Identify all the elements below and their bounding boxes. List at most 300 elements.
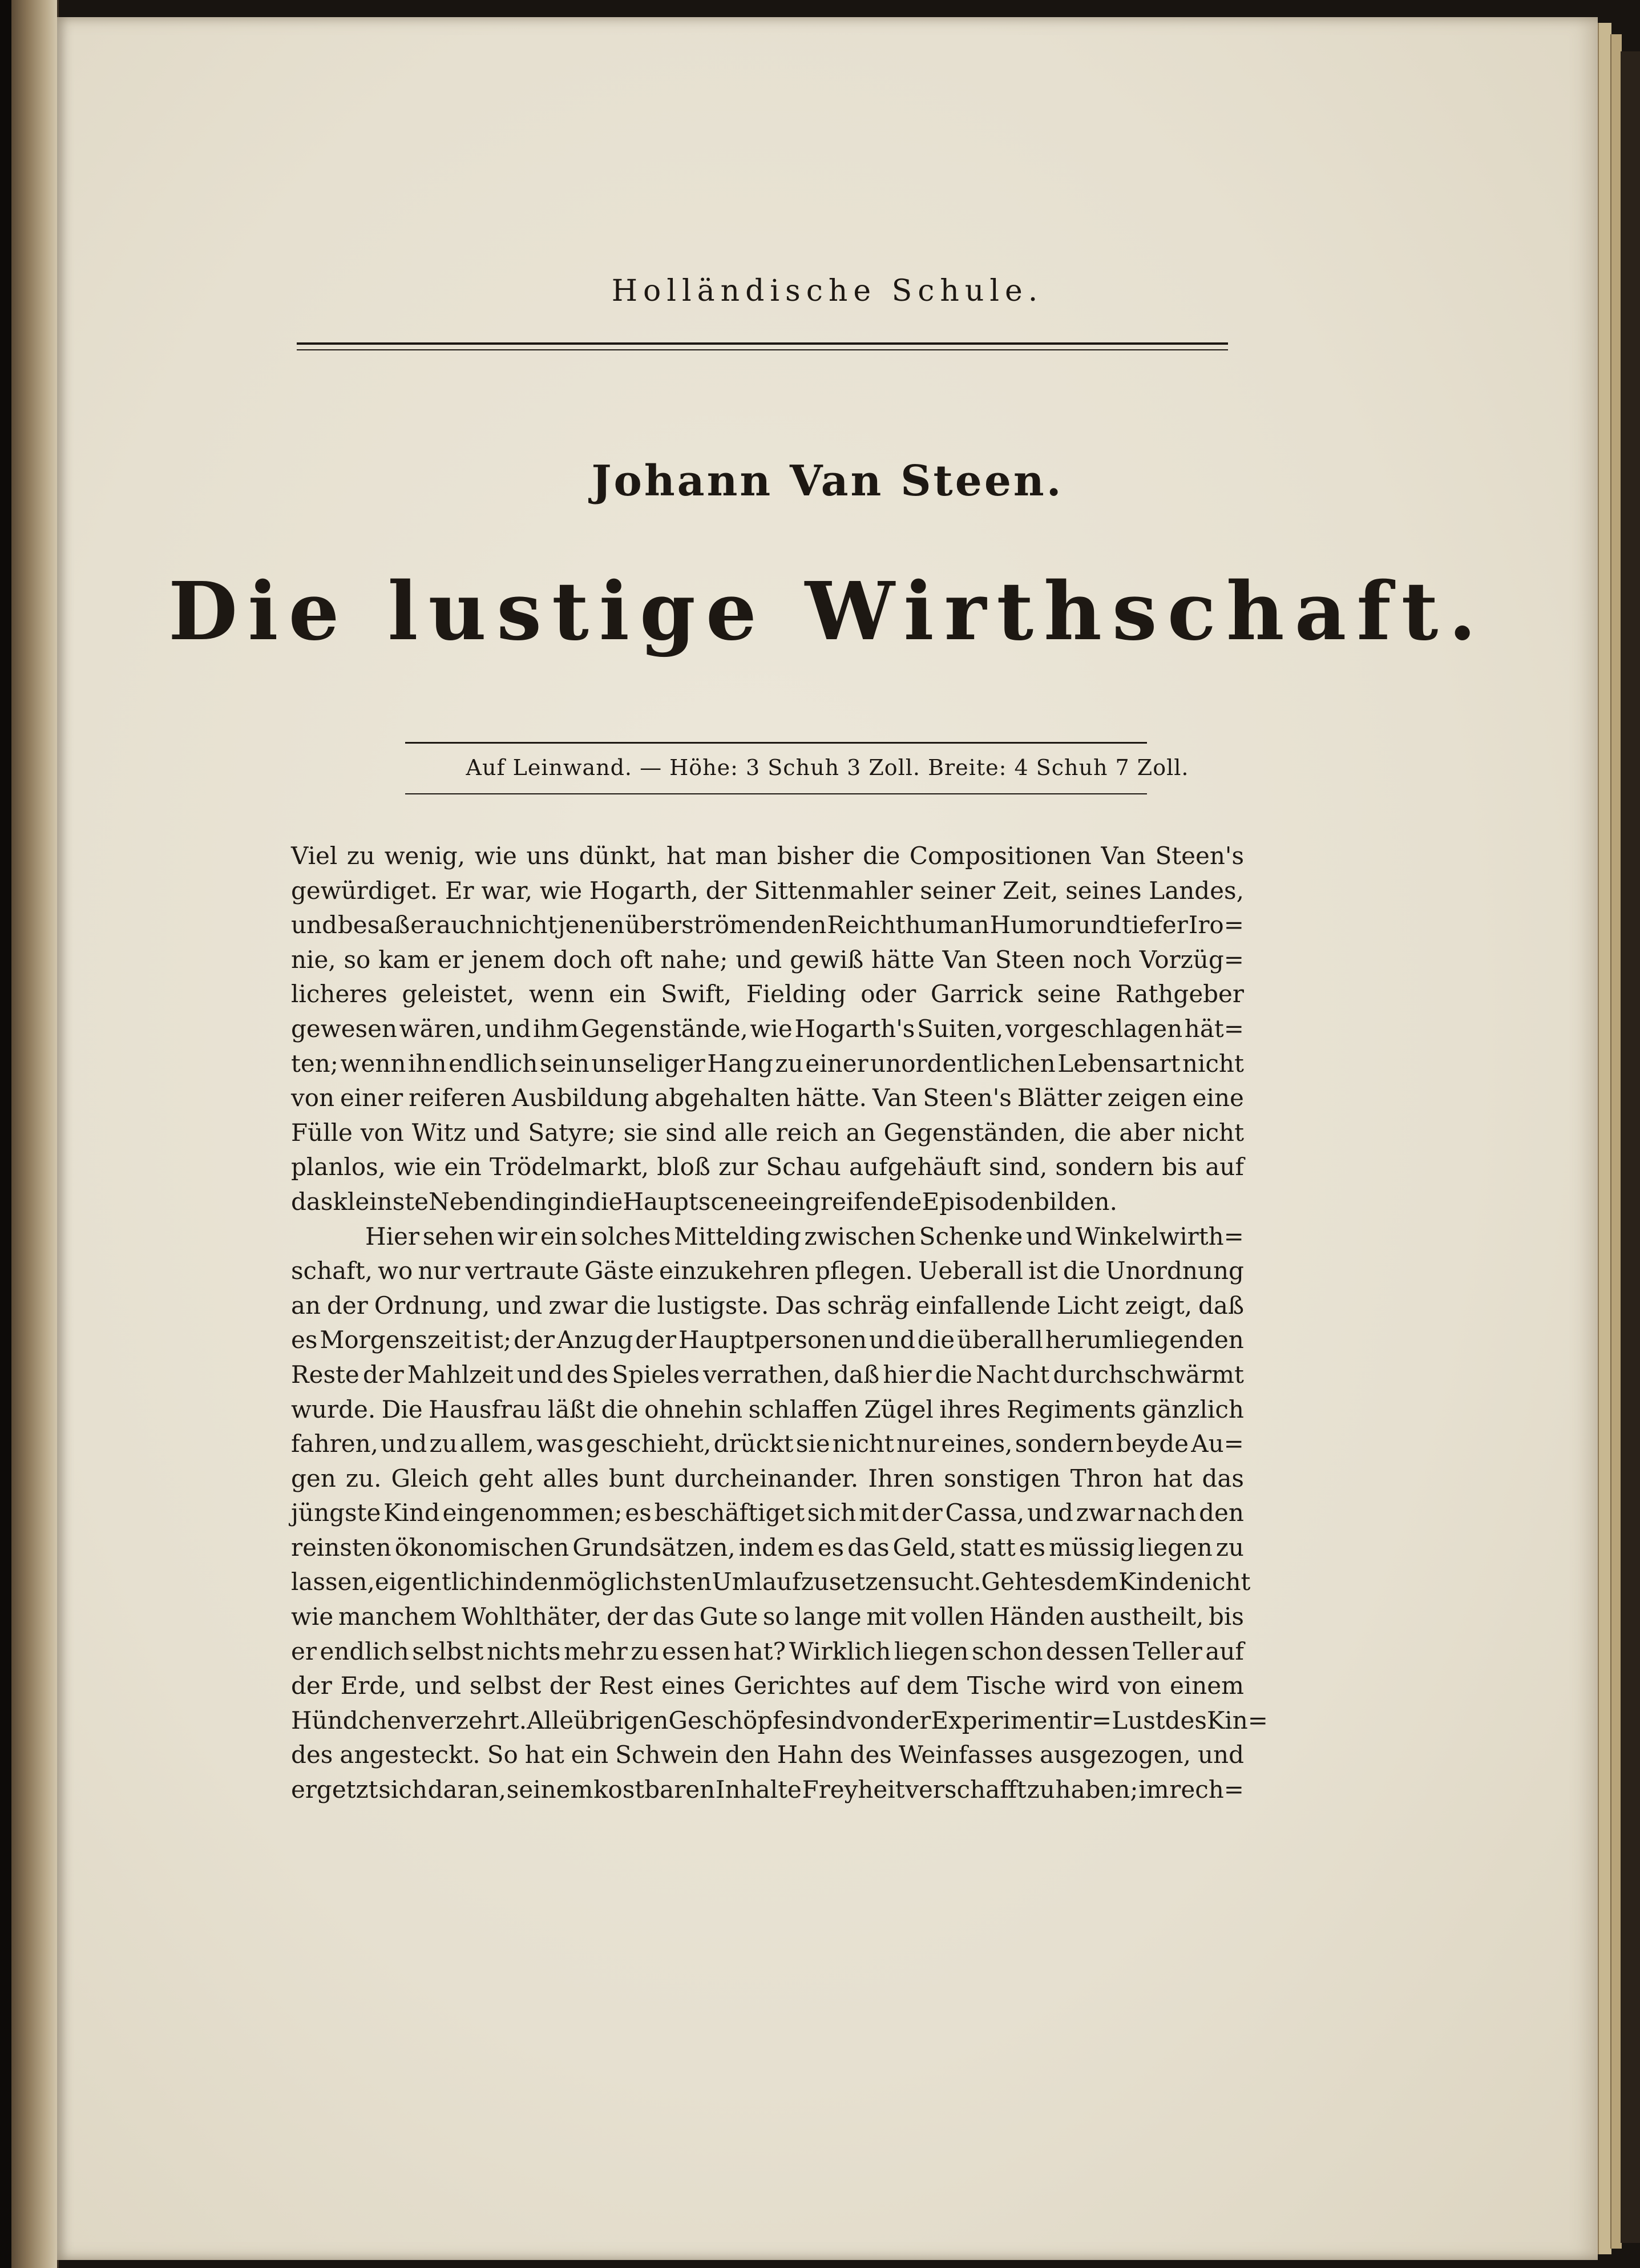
word: vorgeschlagen <box>1005 1014 1183 1043</box>
word: Mahlzeit <box>407 1360 514 1389</box>
word: Hang <box>707 1049 773 1077</box>
book-page <box>57 17 1598 2260</box>
word: er <box>438 945 464 974</box>
word: essen <box>662 1637 730 1665</box>
word: und <box>484 1014 531 1043</box>
word: Das <box>775 1291 821 1319</box>
word: und <box>1075 911 1122 939</box>
word: und <box>291 911 337 939</box>
word: Trödelmarkt, <box>489 1153 649 1181</box>
word: nicht <box>832 1430 894 1458</box>
word: daran, <box>427 1775 507 1804</box>
word: sucht. <box>907 1568 981 1596</box>
word: kleinste <box>333 1187 429 1216</box>
spec-rule-bottom <box>405 793 1147 794</box>
word: es <box>817 1533 845 1561</box>
word: austheilt, <box>1089 1603 1204 1631</box>
word: überall <box>957 1326 1043 1354</box>
word: dem <box>906 1672 959 1700</box>
word: mit <box>866 1603 907 1631</box>
artwork-title: Die lustige Wirthschaft. <box>168 565 1487 659</box>
scan-background <box>0 0 11 2268</box>
word: die <box>601 1395 639 1423</box>
word: unordentlichen <box>870 1049 1056 1077</box>
word: ist <box>1028 1257 1058 1285</box>
text-line <box>291 1047 1244 1081</box>
word: Freyheit <box>802 1775 905 1804</box>
word: statt <box>960 1533 1016 1561</box>
word: die <box>935 1360 972 1389</box>
text-line <box>291 908 1244 943</box>
text-line <box>291 1150 1244 1185</box>
word: uns <box>526 842 570 870</box>
word: wird <box>1055 1672 1110 1700</box>
word: es <box>291 1326 318 1354</box>
word: und <box>1025 1222 1072 1250</box>
word: Anzug <box>556 1326 633 1354</box>
word: Umlauf <box>712 1568 801 1596</box>
word: liegen <box>894 1637 969 1665</box>
text-line <box>291 1323 1244 1358</box>
word: Schwein <box>615 1741 718 1769</box>
word: an <box>291 1291 321 1319</box>
word: zu <box>346 842 375 870</box>
word: nicht <box>1189 1568 1251 1596</box>
word: oft <box>619 945 653 974</box>
word: gen <box>291 1464 336 1492</box>
word: einzukehren <box>659 1257 810 1285</box>
word: die <box>917 1326 955 1354</box>
text-line <box>291 1220 1244 1254</box>
word: Winkelwirth= <box>1075 1222 1244 1250</box>
previous-page-edge <box>11 0 59 2268</box>
word: dessen <box>1046 1637 1130 1665</box>
word: Gute <box>699 1603 758 1631</box>
word: Regiments <box>1006 1395 1136 1423</box>
word: ihn <box>408 1049 447 1077</box>
word: Compositionen <box>909 842 1092 870</box>
word: so <box>344 945 371 974</box>
word: Schau <box>766 1153 841 1181</box>
word: Reichthum <box>827 911 959 939</box>
word: aber <box>1119 1118 1175 1147</box>
word: ein <box>571 1741 609 1769</box>
word: und <box>1027 1499 1073 1527</box>
word: nach <box>1137 1499 1197 1527</box>
word: seinem <box>506 1775 593 1804</box>
word: eigentlich <box>374 1568 496 1596</box>
word: in <box>495 1568 519 1596</box>
word: vollen <box>911 1603 984 1631</box>
word: und <box>516 1360 563 1389</box>
scan-background-right <box>1621 51 1640 2243</box>
word: oder <box>861 980 916 1008</box>
word: eines, <box>941 1430 1013 1458</box>
word: und <box>1198 1741 1244 1769</box>
word: Fielding <box>746 980 846 1008</box>
word: hätte. <box>795 1084 867 1112</box>
word: gewesen <box>291 1014 398 1043</box>
word: hat? <box>733 1637 786 1665</box>
word: von <box>846 1706 890 1734</box>
word: Hahn <box>777 1741 843 1769</box>
text-line <box>291 1635 1244 1669</box>
word: wir <box>497 1222 538 1250</box>
text-line <box>291 1185 1244 1220</box>
word: hat <box>666 842 706 870</box>
text-line <box>291 1012 1244 1047</box>
text-line <box>291 1254 1244 1289</box>
word: drückt <box>713 1430 794 1458</box>
word: mit <box>859 1499 899 1527</box>
word: Landes, <box>1149 876 1244 905</box>
word: bisher <box>777 842 854 870</box>
word: Schenke <box>919 1222 1023 1250</box>
word: und <box>381 1430 427 1458</box>
word: ihm <box>533 1014 579 1043</box>
word: dem <box>1066 1568 1118 1596</box>
word: Tische <box>967 1672 1047 1700</box>
word: jenen <box>558 911 625 939</box>
word: schaft, <box>291 1257 373 1285</box>
word: Wohlthäter, <box>461 1603 602 1631</box>
page-stack-edge <box>1598 23 1611 2254</box>
word: auf <box>859 1672 898 1700</box>
word: und <box>496 1291 543 1319</box>
word: ein <box>444 1153 482 1181</box>
word: manchem <box>338 1603 457 1631</box>
word: einer <box>340 1084 403 1112</box>
text-line <box>291 839 1244 874</box>
word: eingenommen; <box>442 1499 623 1527</box>
word: Van <box>872 1084 918 1112</box>
word: So <box>487 1741 518 1769</box>
word: der <box>705 876 747 905</box>
word: durchschwärmt <box>1053 1360 1244 1389</box>
word: zu <box>429 1430 458 1458</box>
word: hätte <box>871 945 935 974</box>
word: wenn <box>528 980 595 1008</box>
word: an <box>846 1118 876 1147</box>
word: ihres <box>939 1395 1001 1423</box>
word: geleistet, <box>402 980 515 1008</box>
word: bis <box>1162 1153 1198 1181</box>
paragraph-2 <box>291 1220 1268 1807</box>
word: Sittenmahler <box>754 876 913 905</box>
word: Wirklich <box>789 1637 891 1665</box>
word: hat <box>1153 1464 1193 1492</box>
word: den <box>1199 1499 1244 1527</box>
word: und <box>869 1326 915 1354</box>
word: Gäste <box>584 1257 654 1285</box>
word: nie, <box>291 945 336 974</box>
word: bloß <box>657 1153 710 1181</box>
word: der <box>607 1603 648 1631</box>
word: lustigste. <box>657 1291 769 1319</box>
word: endlich <box>320 1637 409 1665</box>
word: reich <box>775 1118 838 1147</box>
word: liegen <box>1138 1533 1213 1561</box>
word: bunt <box>608 1464 665 1492</box>
word: Ordnung, <box>374 1291 490 1319</box>
word: fahren, <box>291 1430 378 1458</box>
word: Suiten, <box>916 1014 1004 1043</box>
word: nichts <box>486 1637 561 1665</box>
word: wo <box>378 1257 413 1285</box>
word: Kin= <box>1206 1706 1268 1734</box>
word: Zeit, <box>1002 876 1059 905</box>
word: an <box>959 911 989 939</box>
text-line <box>291 1738 1244 1773</box>
word: Steen <box>995 945 1065 974</box>
word: licheres <box>291 980 387 1008</box>
word: zwar <box>548 1291 608 1319</box>
word: solches <box>581 1222 671 1250</box>
word: er <box>410 911 437 939</box>
word: von <box>360 1118 404 1147</box>
word: zwar <box>1076 1499 1135 1527</box>
word: auch <box>437 911 495 939</box>
word: Vorzüg= <box>1139 945 1244 974</box>
word: Licht <box>1056 1291 1119 1319</box>
word: indem <box>738 1533 814 1561</box>
word: beyde <box>1116 1430 1189 1458</box>
word: müssig <box>1049 1533 1135 1561</box>
word: Thron <box>1070 1464 1144 1492</box>
word: verrathen, <box>703 1360 831 1389</box>
word: seiner <box>920 876 996 905</box>
word: Nacht <box>976 1360 1050 1389</box>
word: Geschöpfe <box>668 1706 796 1734</box>
word: jüngste <box>291 1499 381 1527</box>
word: Lebensart <box>1057 1049 1181 1077</box>
word: kostbaren <box>593 1775 716 1804</box>
page-content <box>57 17 1598 2260</box>
word: zur <box>718 1153 758 1181</box>
word: der <box>635 1326 677 1354</box>
word: wenn <box>340 1049 406 1077</box>
word: möglichsten <box>563 1568 712 1596</box>
word: zwischen <box>804 1222 916 1250</box>
word: unseliger <box>591 1049 705 1077</box>
word: doch <box>553 945 612 974</box>
word: Au= <box>1191 1430 1244 1458</box>
word: zeigt, <box>1125 1291 1193 1319</box>
word: nicht <box>1182 1049 1244 1077</box>
word: sie <box>795 1430 830 1458</box>
word: alles <box>543 1464 599 1492</box>
word: sind <box>665 1118 717 1147</box>
word: dünkt, <box>579 842 657 870</box>
word: Hogarth's <box>794 1014 915 1043</box>
spec-rule-top <box>405 742 1147 744</box>
word: herumliegenden <box>1045 1326 1244 1354</box>
word: Mittelding <box>673 1222 801 1250</box>
word: die <box>585 1187 623 1216</box>
word: Humor <box>989 911 1075 939</box>
word: Cassa, <box>945 1499 1025 1527</box>
word: Viel <box>291 842 338 870</box>
word: hier <box>883 1360 932 1389</box>
word: Experimentir=Lust <box>931 1706 1165 1734</box>
word: wie <box>474 842 517 870</box>
word: Garrick <box>930 980 1023 1008</box>
word: einfallende <box>915 1291 1051 1319</box>
word: ein <box>609 980 647 1008</box>
word: wenig, <box>384 842 466 870</box>
word: auf <box>1205 1637 1244 1665</box>
word: pflegen. <box>814 1257 913 1285</box>
word: sich <box>807 1499 857 1527</box>
word: übrigen <box>573 1706 669 1734</box>
word: das <box>847 1533 890 1561</box>
word: selbst <box>412 1637 484 1665</box>
word: überströmenden <box>625 911 827 939</box>
word: hät= <box>1184 1014 1244 1043</box>
school-heading: Holländische Schule. <box>611 274 1044 308</box>
word: Zügel <box>864 1395 934 1423</box>
word: des <box>291 1741 333 1769</box>
word: Hogarth, <box>589 876 699 905</box>
word: nur <box>896 1430 939 1458</box>
word: verzehrt. <box>417 1706 527 1734</box>
word: Gleich <box>391 1464 469 1492</box>
word: Teller <box>1133 1637 1202 1665</box>
word: die <box>863 842 900 870</box>
word: sondern <box>1055 1153 1154 1181</box>
word: die <box>1074 1118 1112 1147</box>
word: Witz <box>411 1118 466 1147</box>
word: und <box>474 1118 520 1147</box>
word: tiefer <box>1122 911 1188 939</box>
word: Gegenständen, <box>883 1118 1067 1147</box>
word: Episoden <box>922 1187 1035 1216</box>
text-line <box>291 1600 1244 1635</box>
word: Rathgeber <box>1115 980 1244 1008</box>
word: Inhalte <box>715 1775 802 1804</box>
word: alle <box>724 1118 768 1147</box>
word: das <box>1202 1464 1244 1492</box>
word: war, <box>481 876 533 905</box>
word: des <box>850 1741 892 1769</box>
word: rech= <box>1169 1775 1244 1804</box>
word: Ihren <box>868 1464 935 1492</box>
word: sonstigen <box>944 1464 1061 1492</box>
word: einem <box>1169 1672 1244 1700</box>
word: es <box>1019 1533 1046 1561</box>
word: auf <box>1205 1153 1244 1181</box>
word: nahe; <box>660 945 728 974</box>
word: Er <box>445 876 474 905</box>
text-line <box>291 1427 1244 1462</box>
text-line <box>291 1462 1244 1496</box>
word: sich <box>378 1775 427 1804</box>
word: Steen's <box>1155 842 1244 870</box>
word: schlaffen <box>748 1395 858 1423</box>
word: was <box>536 1430 584 1458</box>
word: sein <box>540 1049 589 1077</box>
word: sind <box>795 1706 847 1734</box>
word: angesteckt. <box>340 1741 480 1769</box>
word: das <box>291 1187 333 1216</box>
text-line <box>291 1773 1244 1807</box>
word: haben; <box>1055 1775 1138 1804</box>
word: planlos, <box>291 1153 386 1181</box>
word: Kinde <box>1118 1568 1189 1596</box>
word: und <box>736 945 782 974</box>
word: eines <box>661 1672 725 1700</box>
artwork-specs: Auf Leinwand. — Höhe: 3 Schuh 3 Zoll. Breite: 4 Schuh 7 Zoll. <box>466 755 1189 780</box>
word: es <box>1039 1568 1067 1596</box>
word: des <box>566 1360 609 1389</box>
word: ein <box>540 1222 578 1250</box>
word: wie <box>394 1153 437 1181</box>
word: von <box>291 1084 335 1112</box>
word: Kind <box>383 1499 440 1527</box>
word: eine <box>1192 1084 1244 1112</box>
word: läßt <box>547 1395 596 1423</box>
word: seines <box>1065 876 1142 905</box>
word: wären, <box>399 1014 483 1043</box>
word: es <box>625 1499 652 1527</box>
word: zu <box>775 1049 803 1077</box>
text-line <box>291 1669 1244 1704</box>
word: bis <box>1209 1603 1244 1631</box>
word: des <box>1165 1706 1207 1734</box>
word: der <box>890 1706 931 1734</box>
word: schon <box>972 1637 1043 1665</box>
word: einer <box>805 1049 869 1077</box>
word: seine <box>1037 980 1101 1008</box>
word: Spieles <box>612 1360 700 1389</box>
word: reiferen <box>409 1084 506 1112</box>
text-line <box>291 1496 1244 1531</box>
word: wie <box>750 1014 793 1043</box>
word: besaß <box>337 911 410 939</box>
word: Van <box>1101 842 1146 870</box>
word: endlich <box>449 1049 538 1077</box>
word: daß <box>834 1360 880 1389</box>
word: Ueberall <box>918 1257 1023 1285</box>
word: Swift, <box>661 980 732 1008</box>
word: daß <box>1198 1291 1244 1319</box>
text-line <box>291 1704 1268 1738</box>
word: sie <box>623 1118 658 1147</box>
word: in <box>562 1187 586 1216</box>
word: den <box>725 1741 770 1769</box>
word: Unordnung <box>1105 1257 1244 1285</box>
paragraph-1 <box>291 839 1244 1220</box>
word: ausgezogen, <box>1040 1741 1191 1769</box>
word: wie <box>291 1603 334 1631</box>
text-line <box>291 1565 1251 1600</box>
word: noch <box>1073 945 1132 974</box>
word: nicht <box>1182 1118 1244 1147</box>
word: Rest <box>599 1672 653 1700</box>
word: so <box>762 1603 790 1631</box>
word: mehr <box>564 1637 628 1665</box>
word: selbst <box>469 1672 542 1700</box>
word: Fülle <box>291 1118 353 1147</box>
word: Grundsätzen, <box>572 1533 736 1561</box>
word: Alle <box>527 1706 574 1734</box>
word: der <box>901 1499 943 1527</box>
word: Geht <box>981 1568 1040 1596</box>
word: Ausbildung <box>511 1084 649 1112</box>
word: setzen <box>829 1568 908 1596</box>
word: Hauptscene <box>623 1187 768 1216</box>
word: Erde, <box>340 1672 407 1700</box>
